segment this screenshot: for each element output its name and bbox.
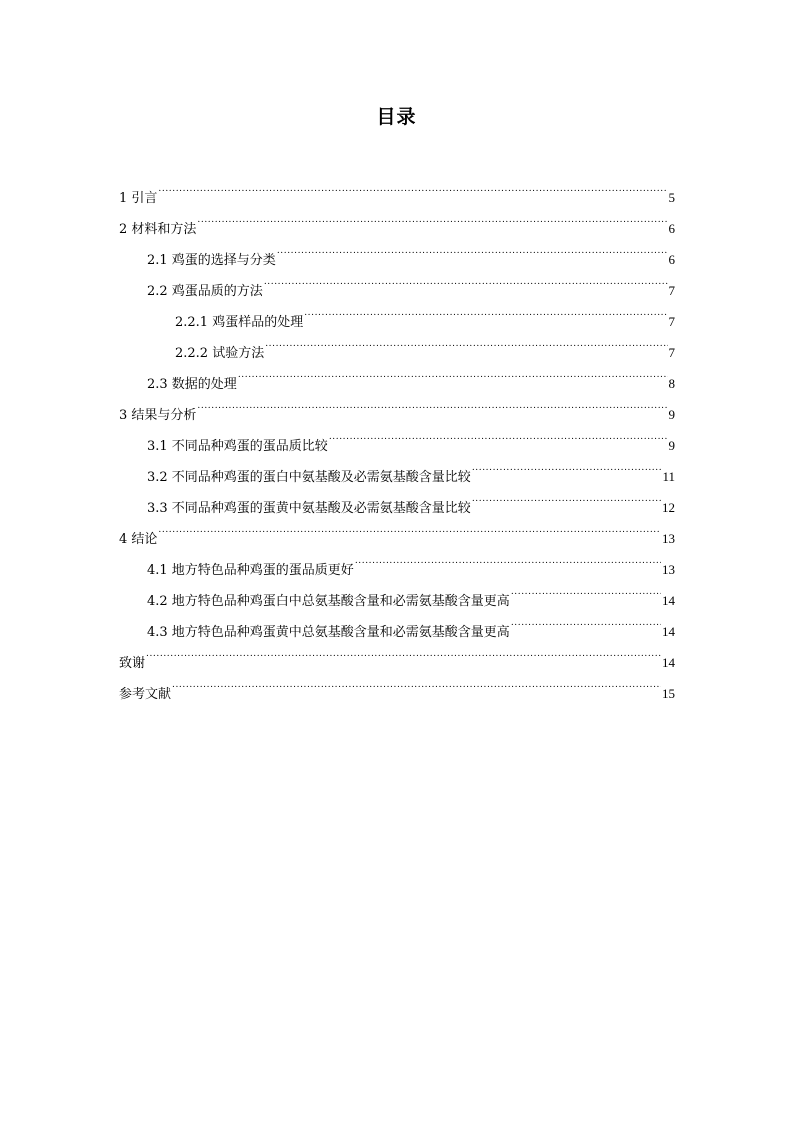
toc-entry-page: 14 bbox=[662, 593, 675, 608]
toc-dot-leader bbox=[329, 419, 668, 450]
toc-entry-label: 4.3 地方特色品种鸡蛋黄中总氨基酸含量和必需氨基酸含量更高 bbox=[147, 625, 510, 640]
toc-dot-leader bbox=[172, 667, 661, 698]
toc-entry-label: 2.2.2 试验方法 bbox=[175, 346, 265, 361]
toc-entry-label: 3 结果与分析 bbox=[119, 408, 197, 423]
toc-entry-page: 12 bbox=[662, 500, 675, 515]
toc-entry-page: 8 bbox=[668, 376, 675, 391]
toc-entry-label: 3.3 不同品种鸡蛋的蛋黄中氨基酸及必需氨基酸含量比较 bbox=[147, 501, 471, 516]
toc-entry-label: 2.2.1 鸡蛋样品的处理 bbox=[175, 315, 304, 330]
toc-dot-leader bbox=[146, 636, 661, 667]
toc-entry[interactable] bbox=[119, 636, 675, 671]
toc-dot-leader bbox=[511, 605, 661, 636]
toc-dot-leader bbox=[277, 233, 668, 264]
toc-entry[interactable] bbox=[119, 233, 675, 268]
toc-entry-label: 2 材料和方法 bbox=[119, 222, 197, 237]
toc-entry-page: 13 bbox=[662, 531, 675, 546]
toc-dot-leader bbox=[304, 295, 667, 326]
toc-dot-leader bbox=[197, 202, 667, 233]
toc-dot-leader bbox=[511, 574, 661, 605]
toc-dot-leader bbox=[355, 543, 661, 574]
toc-entry-label: 3.1 不同品种鸡蛋的蛋品质比较 bbox=[147, 439, 328, 454]
toc-entry-label: 4.2 地方特色品种鸡蛋白中总氨基酸含量和必需氨基酸含量更高 bbox=[147, 594, 510, 609]
toc-entry-label: 3.2 不同品种鸡蛋的蛋白中氨基酸及必需氨基酸含量比较 bbox=[147, 470, 471, 485]
toc-entry-label: 4 结论 bbox=[119, 532, 158, 547]
toc-entry[interactable] bbox=[119, 171, 675, 206]
toc-dot-leader bbox=[238, 357, 668, 388]
toc-entry-page: 14 bbox=[662, 624, 675, 639]
toc-entry-label: 2.1 鸡蛋的选择与分类 bbox=[147, 253, 276, 268]
toc-dot-leader bbox=[265, 326, 667, 357]
toc-entry-page: 5 bbox=[668, 190, 675, 205]
toc-entry[interactable] bbox=[119, 419, 675, 454]
toc-title: 目录 bbox=[376, 106, 417, 128]
toc-entry[interactable] bbox=[119, 667, 675, 702]
toc-entry-page: 7 bbox=[668, 345, 675, 360]
toc-entry-page: 9 bbox=[668, 438, 675, 453]
toc-entry-page: 7 bbox=[668, 283, 675, 298]
toc-entry[interactable] bbox=[119, 388, 675, 423]
toc-entry-page: 15 bbox=[662, 686, 675, 701]
toc-entry[interactable] bbox=[119, 543, 675, 578]
toc-entry-label: 参考文献 bbox=[119, 687, 172, 702]
toc-entry-label: 1 引言 bbox=[119, 191, 158, 206]
toc-entry-label: 致谢 bbox=[119, 656, 146, 671]
toc-entry[interactable] bbox=[119, 512, 675, 547]
toc-entry-label: 4.1 地方特色品种鸡蛋的蛋品质更好 bbox=[147, 563, 354, 578]
toc-entry-page: 6 bbox=[668, 221, 675, 236]
toc-list bbox=[119, 171, 675, 702]
toc-entry-page: 11 bbox=[662, 469, 675, 484]
toc-entry[interactable] bbox=[119, 202, 675, 237]
toc-entry-page: 6 bbox=[668, 252, 675, 267]
toc-entry-page: 9 bbox=[668, 407, 675, 422]
toc-dot-leader bbox=[158, 512, 661, 543]
toc-dot-leader bbox=[472, 450, 662, 481]
toc-entry-label: 2.3 数据的处理 bbox=[147, 377, 237, 392]
toc-entry-page: 14 bbox=[662, 655, 675, 670]
toc-dot-leader bbox=[197, 388, 667, 419]
toc-entry-label: 2.2 鸡蛋品质的方法 bbox=[147, 284, 263, 299]
toc-dot-leader bbox=[472, 481, 661, 512]
toc-dot-leader bbox=[264, 264, 668, 295]
toc-entry-page: 7 bbox=[668, 314, 675, 329]
toc-dot-leader bbox=[158, 171, 667, 202]
toc-entry-page: 13 bbox=[662, 562, 675, 577]
